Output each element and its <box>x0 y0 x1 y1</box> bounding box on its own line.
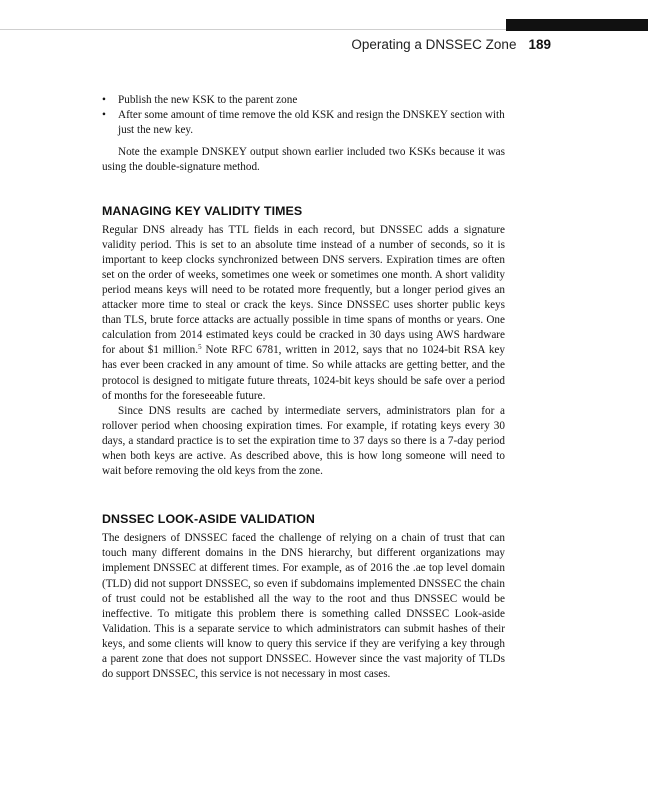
key-validity-paragraph-2: Since DNS results are cached by intermediate servers, administrators plan for a rollover period when choosing expiration times. For example, if rotating keys every 30 days, a standard practice is to set the expiration time to 37 days so there is a 7-day period when both keys are active. As described above, this is how long someone will need to wait before removing the old keys from the zone. <box>102 404 505 478</box>
list-item <box>102 108 505 138</box>
section-heading-key-validity: MANAGING KEY VALIDITY TIMES <box>102 204 303 219</box>
header-bar <box>506 19 648 31</box>
key-validity-text-b: Note RFC 6781, written in 2012, says that no 1024-bit RSA key has ever been cracked in any amount of time. So while attacks are getting better, and the protocol is designed to mitigate future threats, 1024-bit keys should be safe over a period of months for the foreseeable future. <box>102 344 505 402</box>
section-heading-lookaside: DNSSEC LOOK-ASIDE VALIDATION <box>102 512 315 527</box>
key-validity-text-a: Regular DNS already has TTL fields in each record, but DNSSEC adds a signature validity period. This is set to an absolute time instead of a number of seconds, so it is important to keep clocks synchronized between DNS servers. Expiration times are often set on the order of weeks, sometimes one week or sometimes one month. A short validity period means keys will need to be rotated more frequently, but a longer period gives an attacker more time to steal or crack the keys. Since DNSSEC uses shorter public keys than TLS, brute force attacks are actually possible in time spans of months or years. One calculation from 2014 estimated keys could be cracked in 30 days using AWS hardware for about $1 million. <box>102 223 505 357</box>
lookaside-paragraph: The designers of DNSSEC faced the challenge of relying on a chain of trust that can touch many different domains in the DNS hierarchy, but different organizations may implement DNSSEC at different times. For example, as of 2016 the .ae top level domain (TLD) did not support DNSSEC, so even if subdomains implemented DNSSEC the chain of trust could not be established all the way to the root and thus DNSSEC would be ineffective. To mitigate this problem there is something called DNSSEC Look-aside Validation. This is a separate service to which administrators can submit hashes of their keys, and some clients will know to query this service if they are verifying a key through a parent zone that does not support DNSSEC. However since the vast majority of TLDs do support DNSSEC, this service is not necessary in most cases. <box>102 532 505 681</box>
note-paragraph: Note the example DNSKEY output shown earlier included two KSKs because it was using the double-signature method. <box>102 146 505 174</box>
key-validity-paragraph-1 <box>102 223 505 404</box>
bullet-marker: • <box>102 94 106 106</box>
bullet-text: After some amount of time remove the old KSK and resign the DNSKEY section with just the new key. <box>118 109 505 137</box>
page-number: 189 <box>528 37 551 52</box>
running-head <box>0 36 551 54</box>
bullet-marker: • <box>102 109 106 122</box>
bullet-list <box>102 93 505 138</box>
header-rule <box>0 29 506 30</box>
page-body <box>102 93 505 682</box>
bullet-text: Publish the new KSK to the parent zone <box>118 94 298 106</box>
running-title: Operating a DNSSEC Zone <box>351 37 517 52</box>
footnote-ref[interactable]: 5 <box>198 343 202 352</box>
list-item <box>102 93 505 108</box>
